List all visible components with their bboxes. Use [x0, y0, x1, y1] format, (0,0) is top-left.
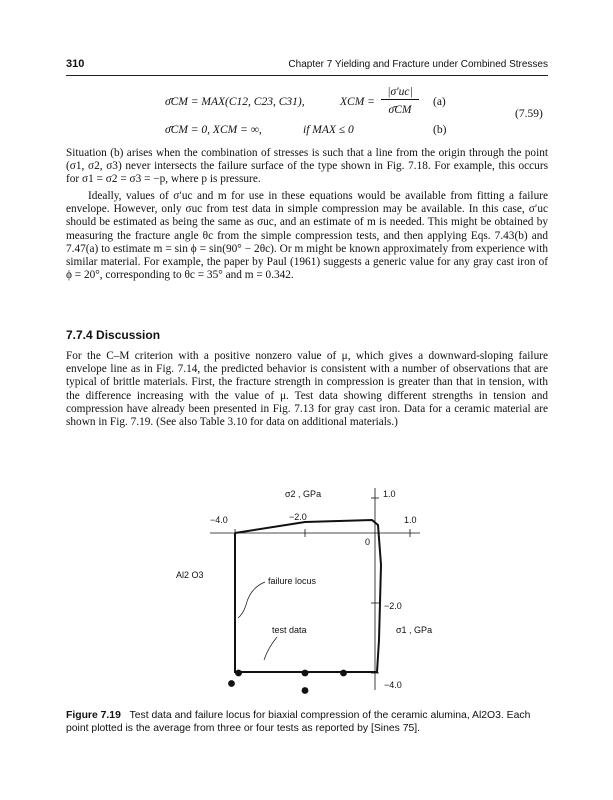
page-number: 310 — [66, 58, 85, 70]
tick-label-x-pos1: 1.0 — [404, 515, 417, 525]
equation-fraction-numerator: |σ′uc| — [381, 86, 419, 100]
section-title: 7.7.4 Discussion — [66, 328, 161, 342]
annotation-data-leader — [264, 637, 277, 660]
y-axis-label: σ2 , GPa — [285, 489, 322, 499]
equation-tag-b: (b) — [433, 124, 447, 136]
paragraph-ideally: Ideally, values of σ′uc and m for use in these equations would be available from fitting a failure envelope. However, only σuc from test data in simple compression may be available. In this case, σ′uc should be estimated as being the same as σuc, and an estimate of m is needed. This might be obtained by measuring the fracture angle θc from the simple compression tests, and then applying Eqs. 7.43(b) and 7.47(a) to estimate m = sin ϕ = sin(90° − 2θc). Or m might be known approximately from experience with similar material. For example, the paper by Paul (1961) suggests a generic value for any gray cast iron of ϕ = 20°, corresponding to θc = 35° and m = 0.342. — [66, 190, 548, 282]
tick-label-x-neg4: −4.0 — [210, 515, 228, 525]
equation-line-b-condition: if MAX ≤ 0 — [303, 124, 354, 136]
test-data-point — [235, 670, 242, 677]
figure-plot-area — [210, 488, 420, 694]
paragraph-situation-b: Situation (b) arises when the combination of stresses is such that a line from the origin through the point (σ1, σ2, σ3) never intersects the failure surface of the type shown in Fig. 7.18. For example, this occurs for σ1 = σ2 = σ3 = −p, where p is pressure. — [66, 147, 548, 186]
figure-caption-label: Figure 7.19 — [66, 710, 121, 721]
tick-label-origin: 0 — [365, 537, 371, 547]
equation-line-b-left: σ̄CM = 0, XCM = ∞, — [165, 124, 262, 136]
annotation-failure-locus: failure locus — [268, 576, 317, 586]
test-data-point — [302, 670, 309, 677]
test-data-point — [302, 687, 309, 694]
paragraph-discussion: For the C–M criterion with a positive nonzero value of μ, which gives a downward-sloping failure envelope line as in Fig. 7.14, the predicted behavior is consistent with a number of observations that are typical of brittle materials. First, the fracture strength in compression is greater than that in tension, with the difference increasing with the value of μ. Test data showing different strengths in tension and compression have already been presented in Fig. 7.13 for gray cast iron. Data for a ceramic material are shown in Fig. 7.19. (See also Table 3.10 for data on additional materials.) — [66, 350, 548, 429]
equation-tag-a: (a) — [433, 96, 446, 108]
tick-label-y-neg4: −4.0 — [384, 680, 402, 690]
equation-fraction-denominator: σ̄CM — [388, 104, 412, 116]
tick-label-x-neg2: −2.0 — [289, 512, 307, 522]
figure-caption — [66, 709, 548, 735]
equation-line-a-left: σ̄CM = MAX(C12, C23, C31), — [165, 96, 305, 108]
test-data-point — [340, 670, 347, 677]
material-label: Al2 O3 — [176, 570, 204, 580]
test-data-point — [228, 680, 235, 687]
annotation-locus-leader — [238, 582, 265, 618]
figure-caption-text: Test data and failure locus for biaxial compression of the ceramic alumina, Al2O3. Each point plotted is the average from three or four tests as reported by [Sines 75]. — [66, 710, 531, 734]
tick-label-y-neg2: −2.0 — [384, 601, 402, 611]
x-axis-label: σ1 , GPa — [396, 625, 433, 635]
equation-line-a-lhs: XCM = — [340, 96, 375, 108]
failure-locus-line — [235, 520, 381, 672]
equation-number: (7.59) — [515, 108, 543, 120]
tick-label-y-pos1: 1.0 — [383, 489, 396, 499]
annotation-test-data: test data — [272, 625, 307, 635]
running-title: Chapter 7 Yielding and Fracture under Combined Stresses — [288, 59, 548, 70]
